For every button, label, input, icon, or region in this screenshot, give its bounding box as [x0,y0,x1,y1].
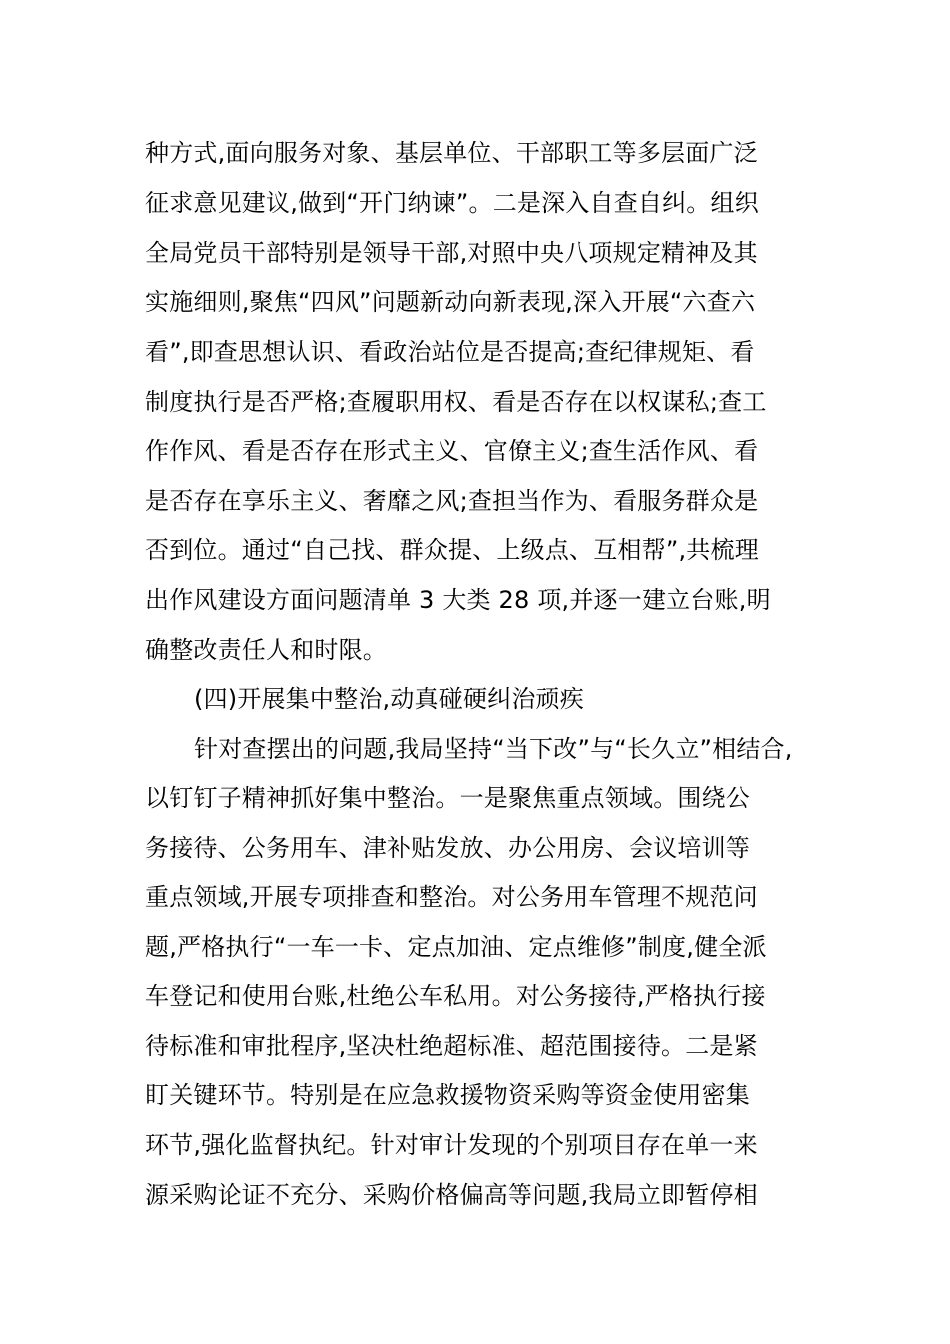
body-text-line: 制度执行是否严格;查履职用权、看是否存在以权谋私;查工 [145,388,767,416]
body-text-line: 否到位。通过“自己找、群众提、上级点、互相帮”,共梳理 [145,536,759,564]
body-text-line: 待标准和审批程序,坚决杜绝超标准、超范围接待。二是紧 [145,1032,758,1060]
body-text-line: 以钉钉子精神抓好集中整治。一是聚焦重点领域。围绕公 [145,784,750,812]
body-text-line: 车登记和使用台账,杜绝公车私用。对公务接待,严格执行接 [145,982,766,1010]
body-text-line: 种方式,面向服务对象、基层单位、干部职工等多层面广泛 [145,139,758,167]
body-text-line: 重点领域,开展专项排查和整治。对公务用车管理不规范问 [145,883,758,911]
body-text-line: 确整改责任人和时限。 [145,636,387,664]
body-text-line: 出作风建设方面问题清单 3 大类 28 项,并逐一建立台账,明 [145,586,771,614]
body-text-line: 源采购论证不充分、采购价格偏高等问题,我局立即暂停相 [145,1181,758,1209]
body-text-line: 针对查摆出的问题,我局坚持“当下改”与“长久立”相结合, [194,735,793,763]
body-text-line: 全局党员干部特别是领导干部,对照中央八项规定精神及其 [145,239,758,267]
body-text-line: 征求意见建议,做到“开门纳谏”。二是深入自查自纠。组织 [145,189,759,217]
body-text-line: 环节,强化监督执纪。针对审计发现的个别项目存在单一来 [145,1131,758,1159]
body-text-line: 题,严格执行“一车一卡、定点加油、定点维修”制度,健全派 [145,933,767,961]
body-text-line: 盯关键环节。特别是在应急救援物资采购等资金使用密集 [145,1081,750,1109]
body-text-line: 看”,即查思想认识、看政治站位是否提高;查纪律规矩、看 [145,338,755,366]
body-text-line: 务接待、公务用车、津补贴发放、办公用房、会议培训等 [145,834,750,862]
body-text-line: 作作风、看是否存在形式主义、官僚主义;查生活作风、看 [145,437,759,465]
section-heading: (四)开展集中整治,动真碰硬纠治顽疾 [194,685,584,713]
body-text-line: 实施细则,聚焦“四风”问题新动向新表现,深入开展“六查六 [145,288,756,316]
body-text-line: 是否存在享乐主义、奢靡之风;查担当作为、看服务群众是 [145,487,759,515]
